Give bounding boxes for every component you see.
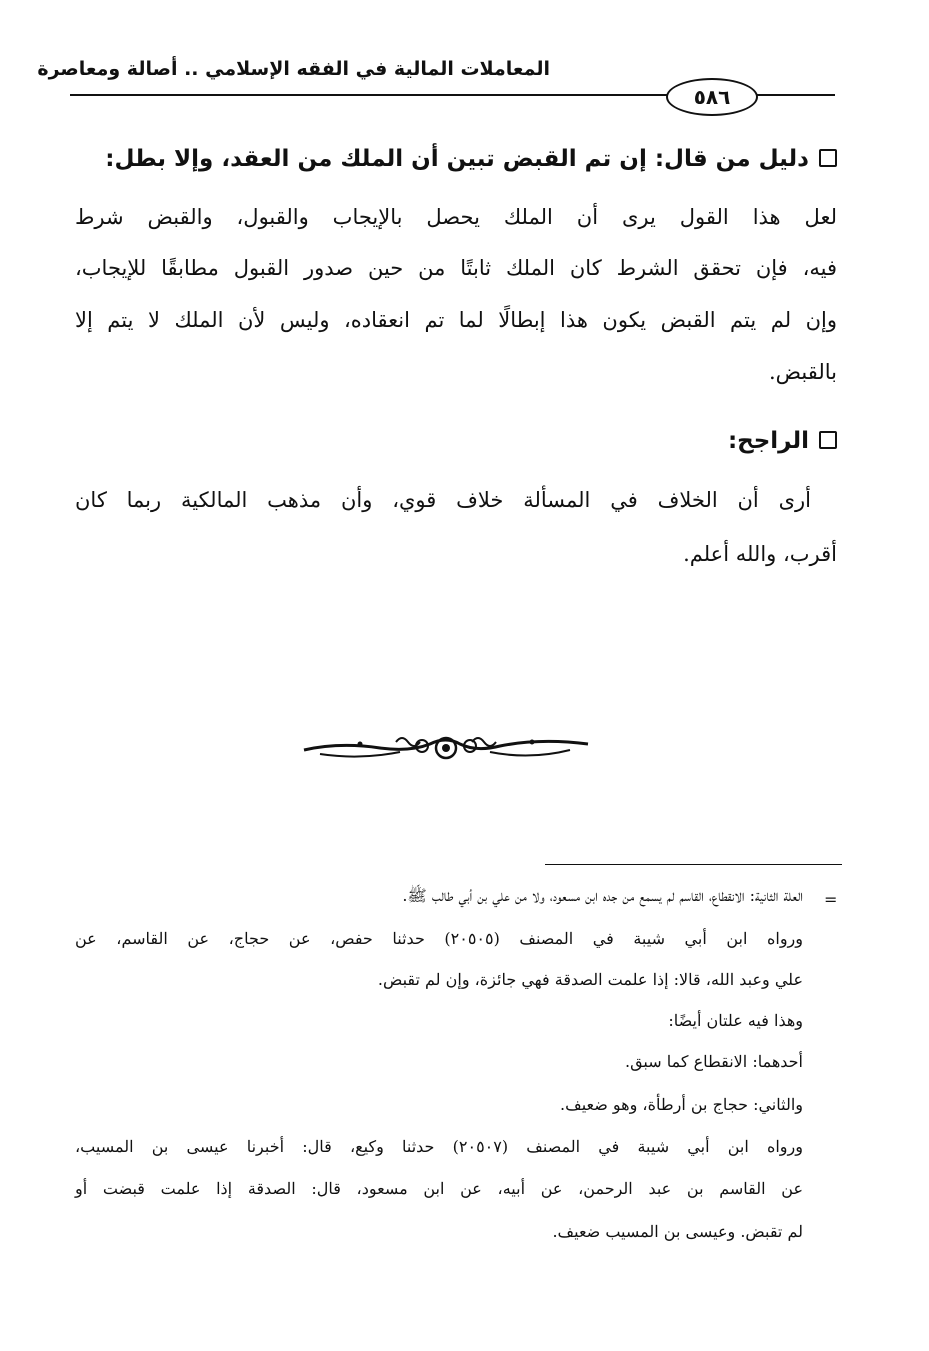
footnote-line: وهذا فيه علتان أيضًا:: [668, 1011, 803, 1030]
page-number: ٥٨٦: [666, 78, 758, 116]
footnote-line: أحدهما: الانقطاع كما سبق.: [624, 1052, 803, 1071]
body-line: لعل هذا القول يرى أن الملك يحصل بالإيجاب والقبول، والقبض شرط: [75, 205, 837, 229]
footnote-line: ورواه ابن أبي شيبة في المصنف (٢٠٥٠٧) حدثنا وكيع، قال: أخبرنا عيسى بن المسيب،: [75, 1137, 803, 1156]
body-line: أرى أن الخلاف في المسألة خلاف قوي، وأن مذهب المالكية ربما كان: [75, 488, 811, 512]
section-heading: دليل من قال: إن تم القبض تبين أن الملك من العقد، وإلا بطل:: [105, 146, 837, 172]
square-bullet-icon: [819, 149, 837, 167]
section-heading: الراجح:: [728, 428, 837, 454]
footnote-rule: [545, 864, 842, 865]
footnote-line: لم تقبض. وعيسى بن المسيب ضعيف.: [552, 1222, 803, 1241]
footnote-line: علي وعبد الله، قالا: إذا علمت الصدقة فهي جائزة، وإن لم تقبض.: [377, 970, 803, 989]
footnote-line: ورواه ابن أبي شيبة في المصنف (٢٠٥٠٥) حدثنا حفص، عن حجاج، عن القاسم، عن: [75, 929, 803, 948]
body-line: وإن لم يتم القبض يكون هذا إبطالًا لما تم انعقاده، وليس لأن الملك لا يتم إلا: [75, 308, 837, 332]
body-line: أقرب، والله أعلم.: [683, 542, 837, 566]
square-bullet-icon: [819, 431, 837, 449]
body-line: بالقبض.: [768, 360, 837, 384]
footnote-line: والثاني: حجاج بن أرطأة، وهو ضعيف.: [560, 1095, 803, 1114]
running-title: المعاملات المالية في الفقه الإسلامي .. أصالة ومعاصرة: [37, 58, 550, 80]
footnote-line: عن القاسم بن عبد الرحمن، عن أبيه، عن ابن مسعود، قال: الصدقة إذا علمت قبضت أو: [75, 1179, 803, 1198]
body-line: فيه، فإن تحقق الشرط كان الملك ثابتًا من حين صدور القبول مطابقًا للإيجاب،: [75, 256, 837, 280]
ornament-divider-icon: [300, 730, 592, 766]
footnote-continuation-mark: =: [824, 890, 838, 909]
footnote-line: العلة الثانية: الانقطاع، القاسم لم يسمع من جده ابن مسعود، ولا من علي بن أبي طالب ﷺ.: [402, 886, 803, 905]
